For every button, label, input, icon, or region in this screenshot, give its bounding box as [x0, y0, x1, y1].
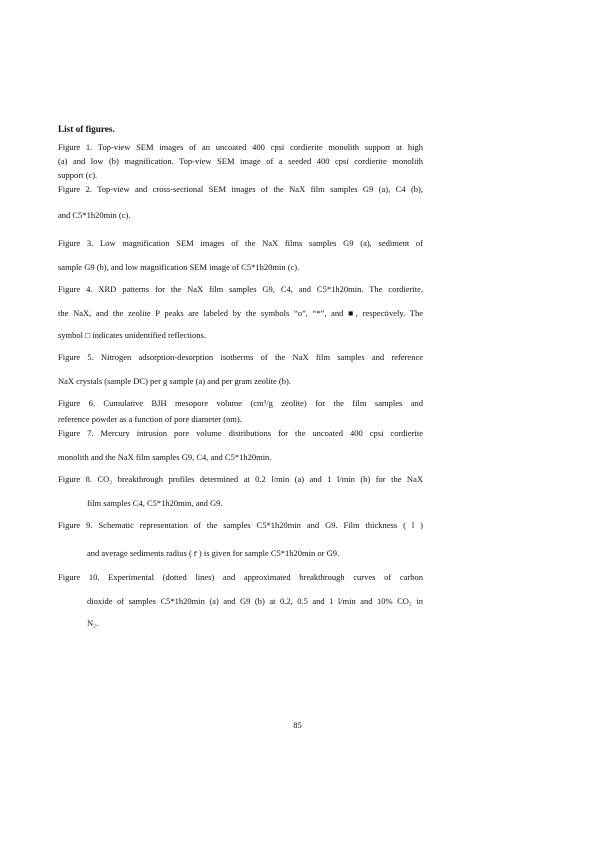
figure-2-line-1: Figure 2. Top-view and cross-sectional SEM images of the NaX film samples G9 (a), C4 (b),	[58, 184, 423, 194]
figure-4-line-1: Figure 4. XRD patterns for the NaX film samples G9, C4, and C5*1h20min. The cordierite,	[58, 284, 423, 294]
figure-7-line-2: monolith and the NaX film samples G9, C4, and C5*1h20min.	[58, 452, 272, 462]
figure-4-line-2: the NaX, and the zeolite P peaks are labeled by the symbols “o”, “*”, and ■, respectively. The	[58, 308, 423, 318]
figure-8-line-2: film samples C4, C5*1h20min, and G9.	[87, 498, 223, 508]
list-of-figures-heading: List of figures.	[58, 124, 115, 134]
figure-9-line-1: Figure 9. Schematic representation of the samples C5*1h20min and G9. Film thickness ( l )	[58, 520, 423, 530]
figure-5-line-1: Figure 5. Nitrogen adsorption-desorption isotherms of the NaX film samples and reference	[58, 352, 423, 362]
figure-3-line-2: sample G9 (b), and low magnification SEM image of C5*1h20min (c).	[58, 262, 300, 272]
page-number: 85	[293, 720, 302, 730]
figure-5-line-2: NaX crystals (sample DC) per g sample (a) and per gram zeolite (b).	[58, 376, 291, 386]
figure-1-line-2: (a) and low (b) magnification. Top-view SEM image of a seeded 400 cpsi cordierite monolith	[58, 156, 423, 166]
figure-6-line-2: reference powder as a function of pore diameter (nm).	[58, 414, 242, 424]
figure-3-line-1: Figure 3. Low magnification SEM images of the NaX films samples G9 (a), sediment of	[58, 238, 423, 248]
figure-10-line-1: Figure 10. Experimental (dotted lines) and approximated breakthrough curves of carbon	[58, 572, 423, 582]
figure-7-line-1: Figure 7. Mercury intrusion pore volume distributions for the uncoated 400 cpsi cordierite	[58, 428, 423, 438]
figure-6-line-1: Figure 6. Cumulative BJH mesopore volume (cm³/g zeolite) for the film samples and	[58, 398, 423, 408]
figure-8-line-1: Figure 8. CO₂ breakthrough profiles determined at 0.2 l/min (a) and 1 l/min (b) for the NaX	[58, 474, 423, 484]
figure-9-line-2: and average sediments radius ( r̄ ) is given for sample C5*1h20min or G9.	[87, 548, 340, 558]
figure-1-line-1: Figure 1. Top-view SEM images of an uncoated 400 cpsi cordierite monolith support at high	[58, 142, 423, 152]
figure-1-line-3: support (c).	[58, 170, 98, 180]
figure-10-line-3: N₂.	[87, 618, 99, 628]
figure-4-line-3: symbol □ indicates unidentified reflections.	[58, 330, 206, 340]
figure-2-line-2: and C5*1h20min (c).	[58, 210, 131, 220]
figure-10-line-2: dioxide of samples C5*1h20min (a) and G9 (b) at 0.2, 0.5 and 1 l/min and 10% CO₂ in	[87, 596, 423, 606]
